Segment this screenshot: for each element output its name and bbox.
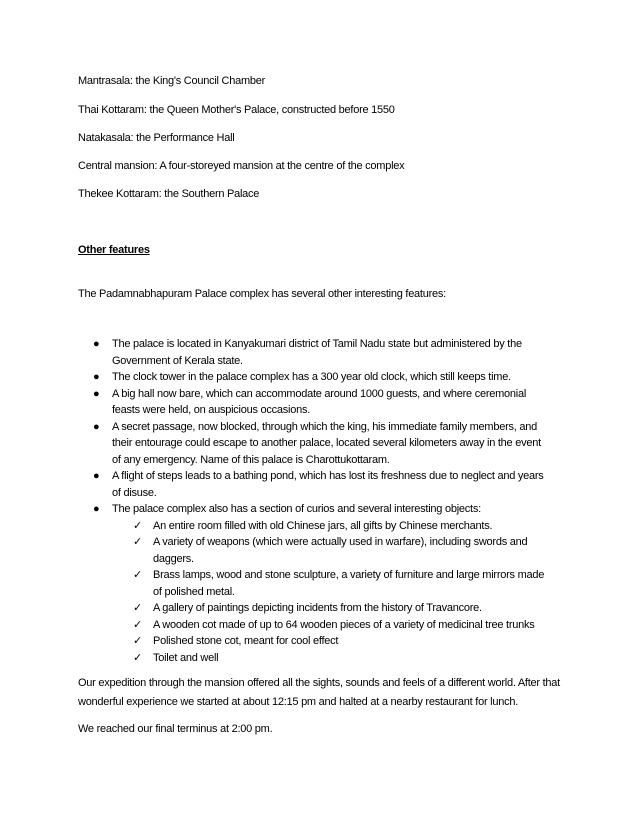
list-item — [0, 386, 547, 419]
fact-thai-kottaram: Thai Kottaram: the Queen Mother's Palace, constructed before 1550 — [78, 104, 395, 116]
closing-paragraph-expedition: Our expedition through the mansion offered all the sights, sounds and feels of a different world. After that wonderful experience we started at about 12:15 pm and halted at a nearby restaurant for lunch. — [78, 677, 560, 708]
check-item-text: Toilet and well — [153, 651, 219, 664]
checkmark-icon: ✓ — [133, 651, 142, 664]
list-item — [0, 501, 547, 666]
check-item — [133, 633, 547, 650]
list-item-text: A secret passage, now blocked, through which the king, his immediate family members, and their entourage could escape to another palace, located several kilometers away in the event of any emergency. Name of this palace is Charottukottaram. — [112, 420, 541, 466]
fact-thekee-kottaram: Thekee Kottaram: the Southern Palace — [78, 188, 260, 200]
check-item — [133, 518, 547, 535]
list-item — [0, 419, 547, 469]
bullet-icon: ● — [93, 420, 100, 433]
check-item-text: A variety of weapons (which were actually used in warfare), including swords and daggers. — [153, 536, 528, 565]
check-item — [133, 534, 547, 567]
bullet-icon: ● — [93, 371, 100, 383]
check-item-text: A wooden cot made of up to 64 wooden pieces of a variety of medicinal tree trunks — [153, 618, 535, 631]
checkmark-icon: ✓ — [133, 618, 142, 631]
checkmark-icon: ✓ — [133, 635, 142, 647]
list-item — [0, 369, 547, 386]
check-item — [133, 617, 547, 634]
list-item-text: A flight of steps leads to a bathing pond, which has lost its freshness due to neglect and years of disuse. — [112, 470, 544, 499]
list-item — [0, 468, 547, 501]
section-heading-other-features: Other features — [78, 244, 150, 256]
check-item — [133, 567, 547, 600]
check-item-text: An entire room filled with old Chinese jars, all gifts by Chinese merchants. — [153, 519, 493, 532]
features-intro: The Padamnabhapuram Palace complex has several other interesting features: — [78, 288, 446, 300]
check-item-text: A gallery of paintings depicting incidents from the history of Travancore. — [153, 602, 482, 614]
check-item — [133, 650, 547, 667]
features-bullet-list — [0, 336, 638, 666]
bullet-icon: ● — [93, 470, 100, 482]
curios-check-list — [112, 518, 547, 667]
checkmark-icon: ✓ — [133, 519, 142, 532]
checkmark-icon: ✓ — [133, 569, 142, 581]
list-item-text: A big hall now bare, which can accommodate around 1000 guests, and where ceremonial feasts were held, on auspicious occasions. — [112, 387, 527, 416]
bullet-icon: ● — [93, 387, 100, 400]
fact-natakasala: Natakasala: the Performance Hall — [78, 132, 235, 144]
check-item — [133, 600, 547, 617]
closing-paragraph-terminus: We reached our final terminus at 2:00 pm. — [78, 723, 273, 735]
list-item-text: The clock tower in the palace complex has a 300 year old clock, which still keeps time. — [112, 371, 511, 383]
fact-mantrasala: Mantrasala: the King's Council Chamber — [78, 75, 266, 87]
checkmark-icon: ✓ — [133, 536, 142, 548]
check-item-text: Polished stone cot, meant for cool effect — [153, 635, 339, 647]
bullet-icon: ● — [93, 338, 100, 350]
list-item — [0, 336, 547, 369]
fact-central-mansion: Central mansion: A four-storeyed mansion at the centre of the complex — [78, 160, 405, 172]
list-item-text: The palace complex also has a section of curios and several interesting objects: — [112, 503, 481, 515]
check-item-text: Brass lamps, wood and stone sculpture, a variety of furniture and large mirrors made of polished metal. — [153, 569, 545, 598]
list-item-text: The palace is located in Kanyakumari district of Tamil Nadu state but administered by the Government of Kerala state. — [112, 338, 522, 367]
bullet-icon: ● — [93, 503, 100, 515]
checkmark-icon: ✓ — [133, 602, 142, 614]
